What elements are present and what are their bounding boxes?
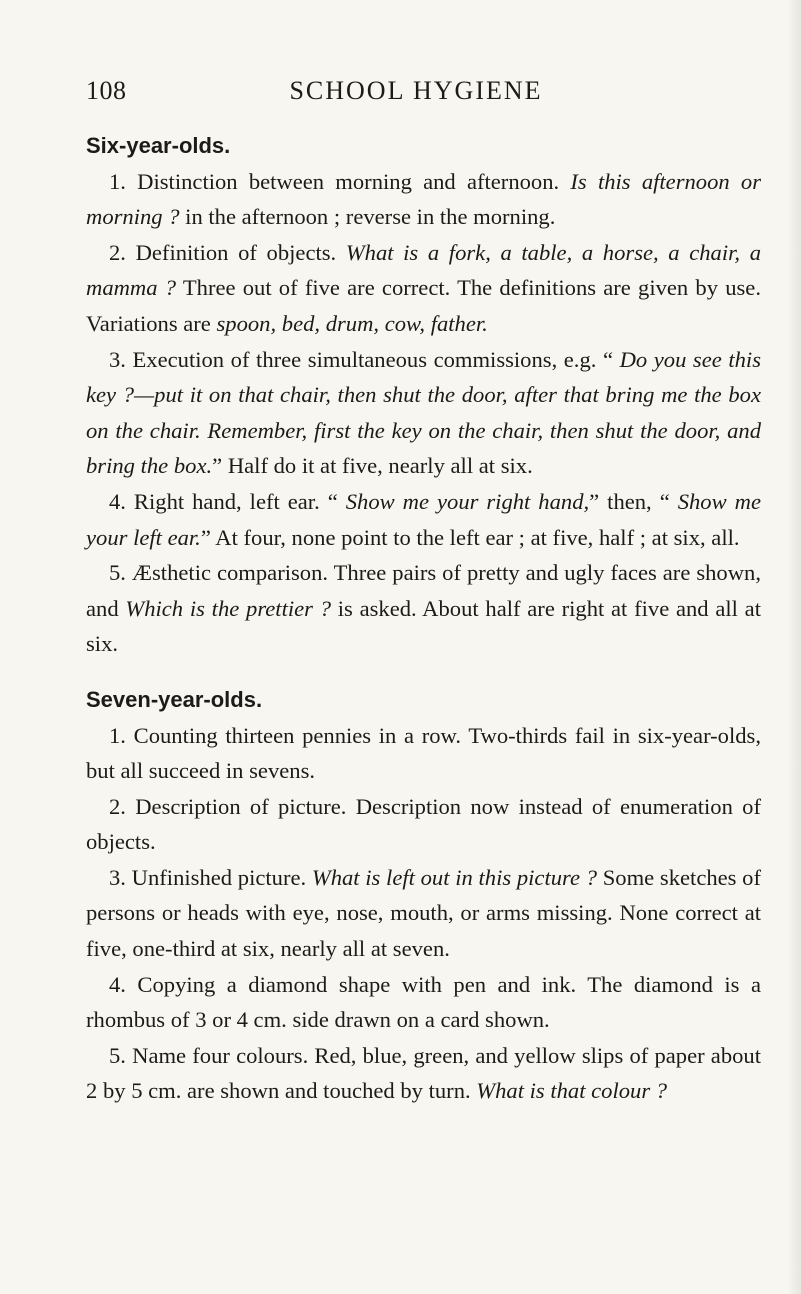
page-number: 108 <box>86 76 127 105</box>
paragraph-seven-5: 5. Name four colours. Red, blue, green, and yellow slips of paper about 2 by 5 cm. are shown and touched by turn. What is that colour ? <box>86 1042 761 1104</box>
page-body <box>86 128 761 1109</box>
paragraph-seven-4: 4. Copying a diamond shape with pen and ink. The diamond is a rhombus of 3 or 4 cm. side drawn on a card shown. <box>86 971 761 1033</box>
paragraph-six-4: 4. Right hand, left ear. “ Show me your right hand,” then, “ Show me your left ear.” At four, none point to the left ear ; at five, half ; at six, all. <box>86 488 761 550</box>
page-edge-shadow <box>787 0 801 1294</box>
section-heading-seven-year-olds: Seven-year-olds. <box>86 686 263 712</box>
paragraph-seven-3: 3. Unfinished picture. What is left out in this picture ? Some sketches of persons or heads with eye, nose, mouth, or arms missing. None correct at five, one-third at six, nearly all at seven. <box>86 864 761 962</box>
section-heading-six-year-olds: Six-year-olds. <box>86 133 231 158</box>
paragraph-six-1: 1. Distinction between morning and afternoon. Is this afternoon or morning ? in the afternoon ; reverse in the morning. <box>86 168 761 230</box>
paragraph-six-3: 3. Execution of three simultaneous commissions, e.g. “ Do you see this key ?—put it on that chair, then shut the door, after that bring me the box on the chair. Remember, first the key on the chair, then shut the door, and bring the box.” Half do it at five, nearly all at six. <box>86 346 761 479</box>
running-head <box>86 76 746 116</box>
paragraph-six-2: 2. Definition of objects. What is a fork, a table, a horse, a chair, a mamma ? Three out of five are correct. The definitions are given by use. Variations are spoon, bed, drum, cow, father. <box>86 239 761 336</box>
paragraph-seven-2: 2. Description of picture. Description now instead of enumeration of objects. <box>86 793 761 855</box>
paragraph-seven-1: 1. Counting thirteen pennies in a row. Two-thirds fail in six-year-olds, but all succeed in sevens. <box>86 722 761 784</box>
paragraph-six-5: 5. Æsthetic comparison. Three pairs of pretty and ugly faces are shown, and Which is the prettier ? is asked. About half are right at five and all at six. <box>86 560 761 657</box>
running-title: SCHOOL HYGIENE <box>289 76 543 105</box>
